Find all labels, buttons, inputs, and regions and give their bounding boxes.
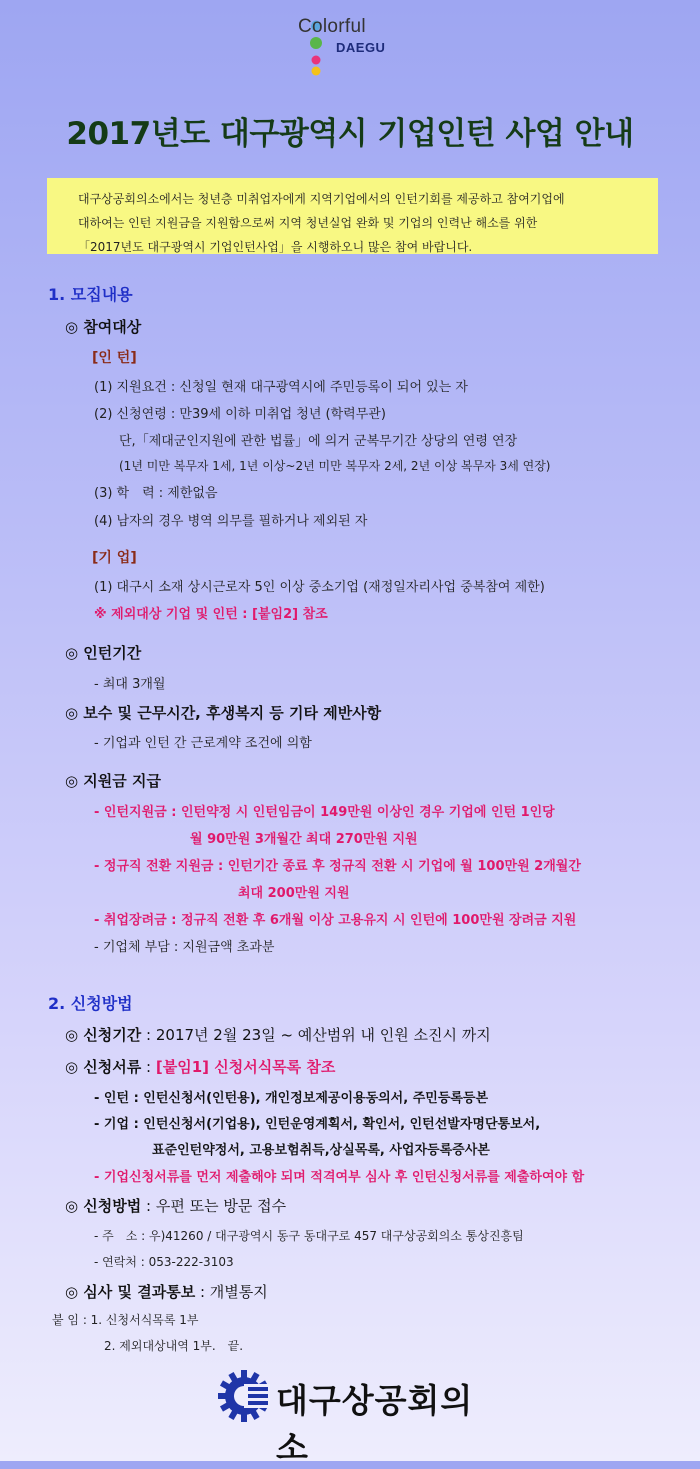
notice-line: 「2017년도 대구광역시 기업인턴사업」을 시행하오니 많은 참여 바랍니다. <box>78 240 473 254</box>
period-heading: ◎ 인턴기간 <box>65 644 142 662</box>
pay-heading: ◎ 보수 및 근무시간, 후생복지 등 기타 제반사항 <box>65 704 382 722</box>
company-tag: [기 업] <box>92 550 137 566</box>
intro-notice <box>47 178 658 254</box>
apply-period-label: ◎ 신청기간 <box>65 1026 142 1044</box>
burden-line: - 기업체 부담 : 지원금액 초과분 <box>94 940 275 955</box>
intern-tag: [인 턴] <box>92 350 137 366</box>
org-name: 대구상공회의소 <box>276 1381 474 1467</box>
subsidy-heading: ◎ 지원금 지급 <box>65 772 161 790</box>
docs-line: 표준인턴약정서, 고용보험취득,상실목록, 사업자등록증사본 <box>152 1143 490 1158</box>
intern-item: 단,「제대군인지원에 관한 법률」에 의거 군복무기간 상당의 연령 연장 <box>119 434 518 449</box>
period-detail: - 최대 3개월 <box>94 677 166 692</box>
subsidy-line: 월 90만원 3개월간 최대 270만원 지원 <box>190 832 418 847</box>
intern-item: (4) 남자의 경우 병역 의무를 필하거나 제외된 자 <box>94 514 368 529</box>
logo-word: Colorful <box>298 16 366 37</box>
intern-item: (3) 학 력 : 제한없음 <box>94 486 218 501</box>
docs-line: - 기업 : 인턴신청서(기업용), 인턴운영계획서, 확인서, 인턴선발자명단통보서, <box>94 1117 541 1132</box>
subsidy-line: - 취업장려금 : 정규직 전환 후 6개월 이상 고용유지 시 인턴에 100만원 장려금 지원 <box>94 913 577 928</box>
company-item: (1) 대구시 소재 상시근로자 5인 이상 중소기업 (재정일자리사업 중복참여 제한) <box>94 580 545 595</box>
review-value: : 개별통지 <box>195 1283 268 1301</box>
apply-method-value: : 우편 또는 방문 접수 <box>141 1197 287 1215</box>
pay-detail: - 기업과 인턴 간 근로계약 조건에 의함 <box>94 736 312 751</box>
intern-item: (1) 지원요건 : 신청일 현재 대구광역시에 주민등록이 되어 있는 자 <box>94 380 468 395</box>
participants-heading: ◎ 참여대상 <box>65 318 142 336</box>
daegu-chamber-logo <box>218 1369 488 1467</box>
notice-line: 대하여는 인턴 지원금을 지원함으로써 지역 청년실업 완화 및 기업의 인력난 해소를 위한 <box>78 216 538 230</box>
attachment-line: 붙 임 : 1. 신청서식목록 1부 <box>52 1313 199 1327</box>
review-label: ◎ 심사 및 결과통보 <box>65 1283 196 1301</box>
apply-method-label: ◎ 신청방법 <box>65 1197 142 1215</box>
page-title: 2017년도 대구광역시 기업인턴 사업 안내 <box>66 116 634 152</box>
review <box>65 1281 268 1302</box>
docs-warning: - 기업신청서류를 먼저 제출해야 되며 적격여부 심사 후 인턴신청서류를 제출하여야 함 <box>94 1170 585 1185</box>
subsidy-line: 최대 200만원 지원 <box>238 886 350 901</box>
docs-line: - 인턴 : 인턴신청서(인턴용), 개인정보제공이용동의서, 주민등록등본 <box>94 1091 489 1106</box>
intern-item: (2) 신청연령 : 만39세 이하 미취업 청년 (학력무관) <box>94 407 386 422</box>
section-heading-recruit: 1. 모집내용 <box>48 285 133 304</box>
apply-period-value: : 2017년 2월 23일 ~ 예산범위 내 인원 소진시 까지 <box>141 1026 491 1044</box>
subsidy-line: - 인턴지원금 : 인턴약정 시 인턴임금이 149만원 이상인 경우 기업에 인턴 1인당 <box>94 805 555 820</box>
apply-method <box>65 1195 286 1216</box>
contact-line: - 연락처 : 053-222-3103 <box>94 1255 234 1269</box>
address-line: - 주 소 : 우)41260 / 대구광역시 동구 동대구로 457 대구상공회의소 통상진흥팀 <box>94 1229 524 1243</box>
apply-docs-label: ◎ 신청서류 <box>65 1058 142 1076</box>
apply-period <box>65 1024 491 1045</box>
notice-line: 대구상공회의소에서는 청년층 미취업자에게 지역기업에서의 인턴기회를 제공하고 참여기업에 <box>78 192 565 206</box>
apply-docs-value: [붙임1] 신청서식목록 참조 <box>155 1058 336 1076</box>
apply-docs-sep: : <box>141 1058 156 1076</box>
section-heading-apply: 2. 신청방법 <box>48 994 133 1013</box>
attachment-line: 2. 제외대상내역 1부. 끝. <box>104 1339 244 1353</box>
logo-sub: DAEGU <box>336 40 386 55</box>
exclusion-note: ※ 제외대상 기업 및 인턴 : [붙임2] 참조 <box>94 607 328 622</box>
intern-item: (1년 미만 복무자 1세, 1년 이상~2년 미만 복무자 2세, 2년 이상 복무자 3세 연장) <box>119 459 551 473</box>
subsidy-line: - 정규직 전환 지원금 : 인턴기간 종료 후 정규직 전환 시 기업에 월 100만원 2개월간 <box>94 859 581 874</box>
gear-logo-icon <box>218 1370 270 1422</box>
apply-docs <box>65 1056 335 1077</box>
